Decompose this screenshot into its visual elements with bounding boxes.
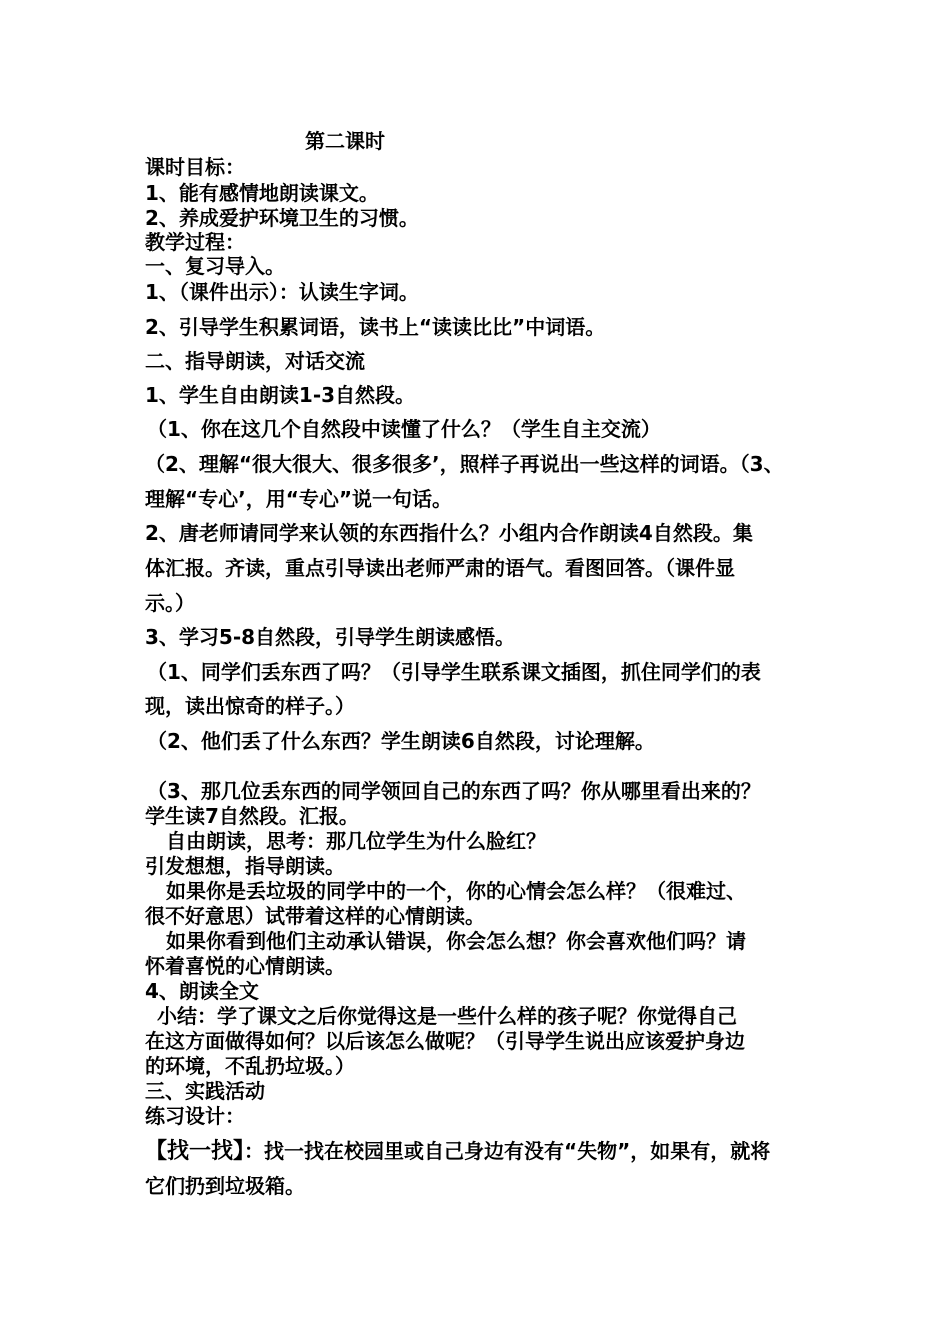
section-heading: 三、实践活动 bbox=[145, 1079, 265, 1103]
exercise-text: ：找一找在校园里或自己身边有没有“失物”，如果有，就将 bbox=[244, 1139, 771, 1163]
text-line: 2、唐老师请同学来认领的东西指什么？小组内合作朗读4自然段。集 bbox=[145, 521, 753, 545]
text-line: 如果你是丢垃圾的同学中的一个，你的心情会怎么样？（很难过、 bbox=[166, 879, 746, 903]
text-line: 体汇报。齐读，重点引导读出老师严肃的语气。看图回答。（课件显 bbox=[145, 556, 735, 580]
text-line: 如果你看到他们主动承认错误，你会怎么想？你会喜欢他们吗？请 bbox=[166, 929, 746, 953]
exercise-line bbox=[145, 1134, 770, 1165]
text-line: 2、养成爱护环境卫生的习惯。 bbox=[145, 206, 419, 230]
text-line: （1、同学们丢东西了吗？（引导学生联系课文插图，抓住同学们的表 bbox=[147, 660, 761, 684]
text-line: 一、复习导入。 bbox=[145, 254, 285, 278]
text-line: 1、（课件出示）：认读生字词。 bbox=[145, 280, 419, 304]
text-line: 练习设计： bbox=[145, 1104, 245, 1128]
exercise-label: 【找一找】 bbox=[145, 1139, 245, 1164]
text-line: 理解“专心’，用“专心”说一句话。 bbox=[145, 487, 453, 511]
text-line: （2、理解“很大很大、很多很多’，照样子再说出一些这样的词语。（3、 bbox=[145, 452, 784, 476]
lesson-title: 第二课时 bbox=[305, 129, 385, 153]
section-heading: 二、指导朗读，对话交流 bbox=[145, 349, 365, 373]
text-line: 2、引导学生积累词语，读书上“读读比比”中词语。 bbox=[145, 315, 606, 339]
text-line: 很不好意思）试带着这样的心情朗读。 bbox=[145, 904, 485, 928]
text-line: （2、他们丢了什么东西？学生朗读6自然段，讨论理解。 bbox=[147, 729, 655, 753]
text-line: 1、能有感情地朗读课文。 bbox=[145, 181, 379, 205]
text-line: 学生读7自然段。汇报。 bbox=[145, 804, 359, 828]
exercise-text-continued: 它们扔到垃圾箱。 bbox=[145, 1174, 305, 1198]
text-line: 现，读出惊奇的样子。） bbox=[145, 694, 355, 718]
text-line: 怀着喜悦的心情朗读。 bbox=[145, 954, 345, 978]
text-line: 的环境，不乱扔垃圾。） bbox=[145, 1054, 355, 1078]
text-line: 3、学习5-8自然段，引导学生朗读感悟。 bbox=[145, 625, 516, 649]
text-line: 在这方面做得如何？以后该怎么做呢？（引导学生说出应该爱护身边 bbox=[145, 1029, 745, 1053]
text-line: 1、学生自由朗读1-3自然段。 bbox=[145, 383, 416, 407]
text-line: 小结：学了课文之后你觉得这是一些什么样的孩子呢？你觉得自己 bbox=[157, 1004, 737, 1028]
text-line: 4、朗读全文 bbox=[145, 979, 259, 1003]
text-line: （3、那几位丢东西的同学领回自己的东西了吗？你从哪里看出来的？ bbox=[147, 779, 761, 803]
text-line: 示。） bbox=[145, 591, 195, 615]
text-line: 自由朗读，思考：那几位学生为什么脸红？ bbox=[166, 829, 546, 853]
text-line: 课时目标： bbox=[145, 155, 245, 179]
text-line: 教学过程： bbox=[145, 230, 245, 254]
text-line: （1、你在这几个自然段中读懂了什么？（学生自主交流） bbox=[147, 417, 661, 441]
text-line: 引发想想，指导朗读。 bbox=[145, 854, 345, 878]
